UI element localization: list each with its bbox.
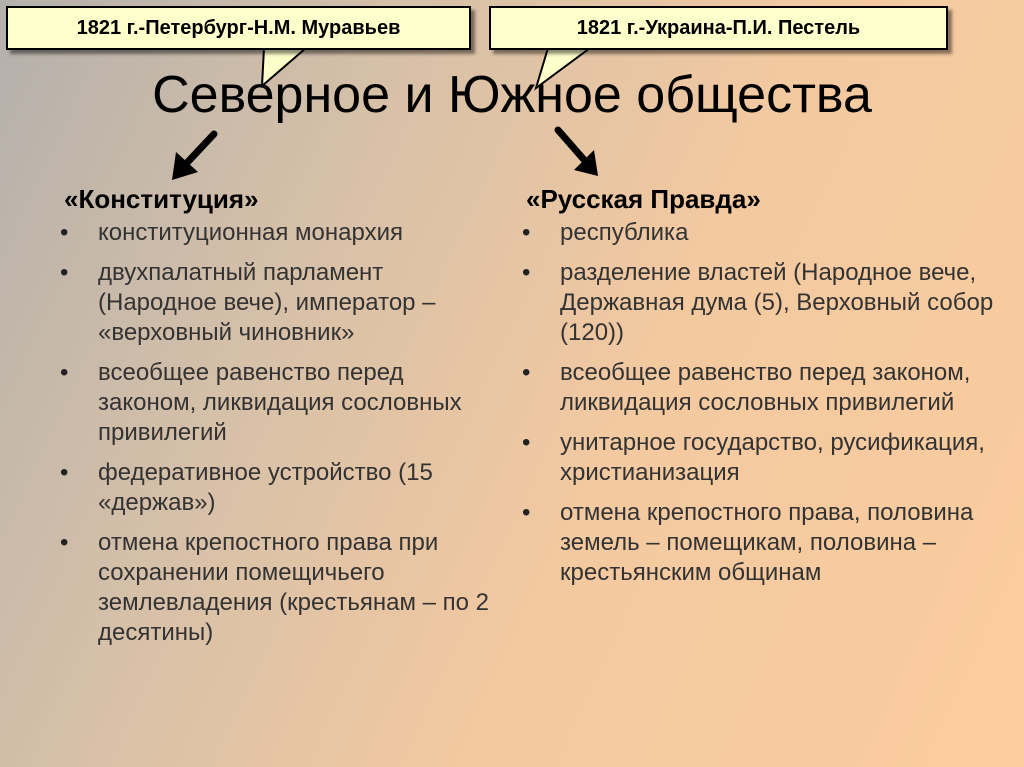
callout-north-society: 1821 г.-Петербург-Н.М. Муравьев: [6, 6, 471, 50]
russian-truth-heading: «Русская Правда»: [526, 184, 761, 214]
list-item: • разделение властей (Народное вече, Державная дума (5), Верховный собор (120)): [522, 258, 1014, 348]
list-item: • конституционная монархия: [60, 218, 500, 248]
constitution-heading: «Конституция»: [64, 184, 259, 214]
list-item: • двухпалатный парламент (Народное вече), император – «верховный чиновник»: [60, 258, 500, 348]
list-item: • отмена крепостного права при сохранении помещичьего землевладения (крестьянам – по 2 десятины): [60, 528, 500, 648]
list-item: • всеобщее равенство перед законом, ликвидация сословных привилегий: [60, 358, 500, 448]
list-item: • унитарное государство, русификация, христианизация: [522, 428, 1014, 488]
list-item: • всеобщее равенство перед законом, ликвидация сословных привилегий: [522, 358, 1014, 418]
arrow-down-right-icon: [550, 124, 606, 180]
north-society-column: [60, 182, 500, 658]
south-society-list: [522, 218, 1014, 588]
south-society-column: [522, 182, 1014, 598]
callout-south-society: 1821 г.-Украина-П.И. Пестель: [489, 6, 948, 50]
page-title: Северное и Южное общества: [152, 66, 872, 124]
list-item: • республика: [522, 218, 1014, 248]
arrow-down-left-icon: [168, 128, 224, 184]
list-item: • федеративное устройство (15 «держав»): [60, 458, 500, 518]
north-society-list: [60, 218, 500, 648]
list-item: • отмена крепостного права, половина земель – помещикам, половина – крестьянским общинам: [522, 498, 1014, 588]
